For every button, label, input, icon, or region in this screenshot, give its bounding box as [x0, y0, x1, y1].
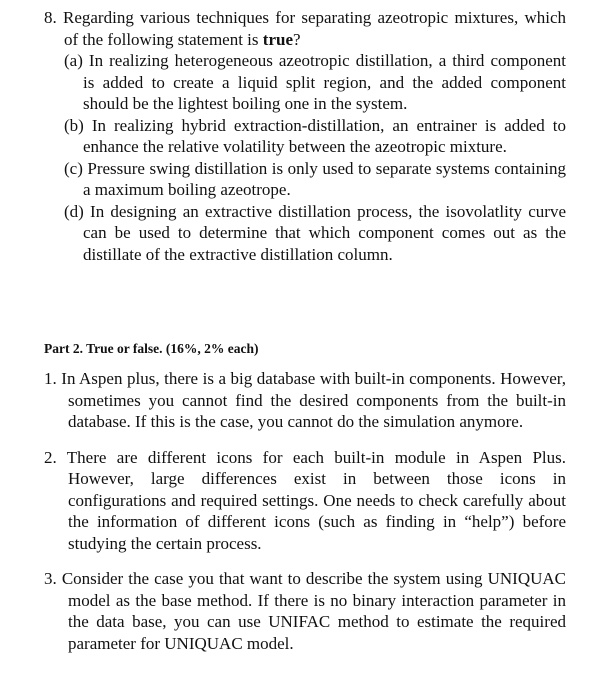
option-letter: (d) — [64, 201, 84, 221]
option-b — [64, 115, 566, 158]
section-heading: Part 2. True or false. (16%, 2% each) — [44, 341, 259, 356]
option-text: In designing an extractive distillation process, the isovolatlity curve can be used to determine that which component comes out as the distillate of the extractive distillation column. — [83, 201, 567, 264]
item-number: 3. — [44, 569, 57, 588]
option-text: In realizing hybrid extraction-distillation, an entrainer is added to enhance the relative volatility between the azeotropic mixture. — [83, 115, 567, 156]
true-false-item-3 — [44, 568, 566, 654]
question-stem-text: Regarding various techniques for separating azeotropic mixtures, which of the following statement is — [63, 8, 566, 49]
question-stem-emphasis: true — [262, 29, 293, 49]
option-letter: (c) — [64, 158, 83, 178]
option-text: Pressure swing distillation is only used to separate systems containing a maximum boiling azeotrope. — [83, 158, 566, 199]
item-text: Consider the case you that want to describe the system using UNIQUAC model as the base method. If there is no binary interaction parameter in the data base, you can use UNIFAC method to estimate the required parameter for UNIQUAC model. — [61, 569, 566, 653]
option-d — [64, 201, 566, 266]
true-false-item-2 — [44, 447, 566, 555]
option-letter: (a) — [64, 51, 83, 70]
answer-options — [44, 50, 566, 265]
true-false-item-1 — [44, 368, 566, 433]
question-8 — [44, 7, 566, 265]
option-text: In realizing heterogeneous azeotropic distillation, a third component is added to create a liquid split region, and the added component should be the lightest boiling one in the system. — [83, 51, 566, 113]
item-number: 2. — [44, 447, 57, 467]
option-c — [64, 158, 566, 201]
question-stem-end: ? — [293, 29, 301, 49]
option-a — [64, 50, 566, 115]
option-letter: (b) — [64, 115, 84, 135]
item-text: In Aspen plus, there is a big database with built-in components. However, sometimes you cannot find the desired components from the built-in database. If this is the case, you cannot do the simulation anymore. — [61, 369, 566, 431]
question-number: 8. — [44, 8, 57, 27]
item-text: There are different icons for each built-in module in Aspen Plus. However, large differences exist in between those icons in configurations and required settings. One needs to check carefully about the information of different icons (such as finding in “help”) before studying the certain process. — [66, 447, 566, 553]
question-8-stem — [44, 7, 566, 50]
item-number: 1. — [44, 369, 57, 388]
true-false-list — [44, 368, 566, 654]
